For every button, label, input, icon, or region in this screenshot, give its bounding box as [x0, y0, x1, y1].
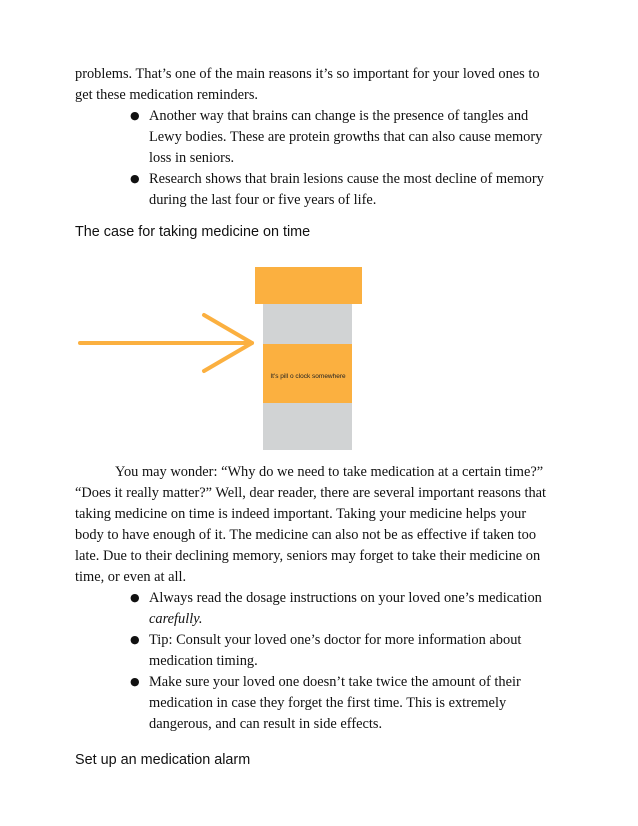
paragraph-line: taking medicine on time is indeed important. Taking your medicine helps your — [75, 506, 527, 522]
bullet-marker: ● — [130, 109, 140, 122]
list-item-line: Research shows that brain lesions cause the most decline of memory — [149, 171, 544, 187]
paragraph-line: problems. That’s one of the main reasons it’s so important for your loved ones to — [75, 66, 540, 82]
bullet-marker: ● — [130, 633, 140, 646]
section-heading: The case for taking medicine on time — [75, 224, 311, 240]
paragraph-line: You may wonder: “Why do we need to take medication at a certain time?” — [115, 464, 544, 480]
paragraph-line: time, or even at all. — [75, 569, 187, 585]
paragraph-line: body to have enough of it. The medicine can also not be as effective if taken too — [75, 527, 537, 543]
list-item-line: loss in seniors. — [149, 150, 235, 166]
pill-bottle-illustration — [0, 260, 638, 460]
bottle-cap — [255, 267, 362, 304]
list-item-line: dangerous, and can result in side effects. — [149, 716, 383, 732]
paragraph-line: get these medication reminders. — [75, 87, 259, 103]
list-item-line: Tip: Consult your loved one’s doctor for more information about — [149, 632, 522, 648]
paragraph-line: “Does it really matter?” Well, dear reader, there are several important reasons that — [75, 485, 547, 501]
emphasis-text: carefully. — [149, 611, 203, 627]
paragraph-line: late. Due to their declining memory, seniors may forget to take their medicine on — [75, 548, 541, 564]
list-item-line: during the last four or five years of life. — [149, 192, 377, 208]
list-item-line: medication timing. — [149, 653, 258, 669]
bullet-marker: ● — [130, 675, 140, 688]
list-item-line: medication in case they forget the first time. This is extremely — [149, 695, 507, 711]
bottle-label-text: It's pill o clock somewhere — [270, 373, 346, 380]
list-item-line: Lewy bodies. These are protein growths that can also cause memory — [149, 129, 543, 145]
list-item-line — [149, 609, 202, 630]
bullet-marker: ● — [130, 591, 140, 604]
arrow-icon — [80, 315, 252, 371]
section-heading: Set up an medication alarm — [75, 752, 251, 768]
list-item-line: Another way that brains can change is the presence of tangles and — [149, 108, 529, 124]
bullet-marker: ● — [130, 172, 140, 185]
list-item-line: Make sure your loved one doesn’t take twice the amount of their — [149, 674, 521, 690]
list-item-line: Always read the dosage instructions on your loved one’s medication — [149, 590, 542, 606]
